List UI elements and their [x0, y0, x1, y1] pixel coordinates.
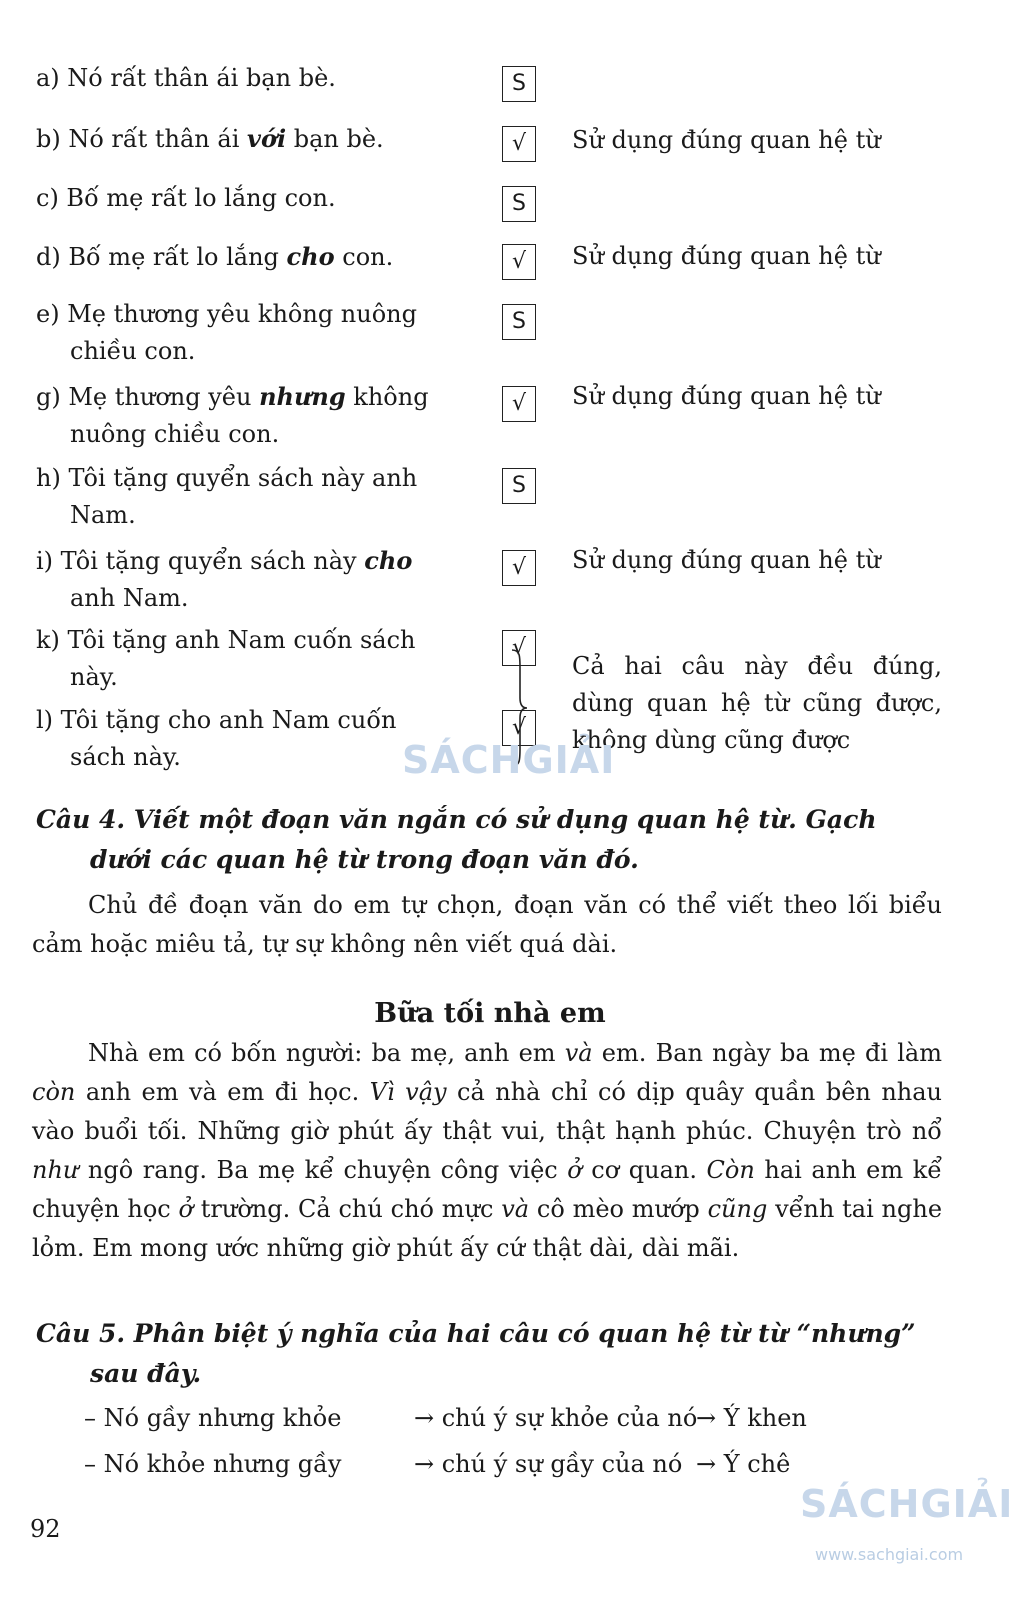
sentence-continuation: chiều con. [70, 337, 196, 365]
page-number: 92 [30, 1515, 61, 1543]
answer-focus: → chú ý sự gầy của nó [414, 1450, 683, 1478]
exercise-sentence [36, 180, 476, 217]
sentence-continuation: sách này. [70, 743, 181, 771]
answer-sentence: – Nó gầy nhưng khỏe [84, 1404, 342, 1432]
exercise-sentence [36, 542, 476, 617]
sentence-text: b) Nó rất thân ái với bạn bè. [36, 124, 384, 153]
answer-box: √ [502, 386, 536, 422]
sentence-text: a) Nó rất thân ái bạn bè. [36, 64, 336, 92]
answer-box: S [502, 468, 536, 504]
watermark-url: www.sachgiai.com [815, 1545, 964, 1564]
sentence-continuation: anh Nam. [70, 584, 189, 612]
relation-word: ở [567, 1156, 582, 1184]
exercise-sentence [36, 378, 476, 453]
sentence-text: e) Mẹ thương yêu không nuông [36, 300, 417, 328]
question-5-line: Câu 5. Phân biệt ý nghĩa của hai câu có quan hệ từ từ “nhưng” [36, 1319, 916, 1348]
answer-box: S [502, 186, 536, 222]
sentence-text: d) Bố mẹ rất lo lắng cho con. [36, 242, 394, 271]
answer-line [84, 1446, 791, 1482]
answer-box: √ [502, 244, 536, 280]
answer-meaning: → Ý khen [696, 1404, 807, 1432]
sentence-continuation: nuông chiều con. [70, 420, 280, 448]
question-4-instruction: Chủ đề đoạn văn do em tự chọn, đoạn văn có thể viết theo lối biểu cảm hoặc miêu tả, tự sự không nên viết quá dài. [32, 891, 942, 958]
brace-note-line: không dùng cũng được [572, 726, 851, 754]
watermark-logo: SÁCHGIẢI [800, 1482, 1014, 1526]
relation-word: Còn [706, 1156, 755, 1184]
answer-box: √ [502, 550, 536, 586]
question-4-line: Câu 4. Viết một đoạn văn ngắn có sử dụng quan hệ từ. Gạch [36, 805, 877, 834]
essay-title: Bữa tối nhà em [374, 998, 606, 1029]
sentence-text: i) Tôi tặng quyển sách này cho [36, 546, 413, 575]
exercise-sentence [36, 60, 476, 97]
exercise-sentence [36, 120, 476, 158]
answer-focus: → chú ý sự khỏe của nó [414, 1404, 698, 1432]
relation-word: cho [364, 546, 413, 575]
answer-note: Sử dụng đúng quan hệ từ [572, 126, 881, 154]
relation-word: cũng [707, 1195, 768, 1223]
sentence-text: k) Tôi tặng anh Nam cuốn sách [36, 626, 416, 654]
relation-word: còn [32, 1078, 76, 1106]
answer-line [84, 1400, 807, 1436]
answer-note: Sử dụng đúng quan hệ từ [572, 546, 881, 574]
relation-word: với [247, 124, 287, 153]
relation-word: và [564, 1039, 593, 1067]
relation-word: nhưng [259, 382, 346, 411]
sentence-text: l) Tôi tặng cho anh Nam cuốn [36, 706, 397, 734]
relation-word: và [501, 1195, 530, 1223]
relation-word: như [32, 1156, 79, 1184]
exercise-sentence [36, 296, 476, 370]
watermark-logo: SÁCHGIẢI [402, 738, 616, 782]
question-5-heading [36, 1314, 941, 1394]
essay-paragraph: Nhà em có bốn người: ba mẹ, anh em và em. Ban ngày ba mẹ đi làm còn anh em và em đi học. Vì vậy cả nhà chỉ có dịp quây quần bên nhau vào buổi tối. Những giờ phút ấy thật vui, thật hạnh phúc. Chuyện trò nổ như ngô rang. Ba mẹ kể chuyện công việc ở cơ quan. Còn hai anh em kể chuyện học ở trường. Cả chú chó mực và cô mèo mướp cũng vểnh tai nghe lỏm. Em mong ước những giờ phút ấy cứ thật dài, dài mãi. [32, 1039, 943, 1262]
relation-word: cho [286, 242, 335, 271]
answer-note: Sử dụng đúng quan hệ từ [572, 382, 881, 410]
relation-word: ở [178, 1195, 193, 1223]
answer-box: √ [502, 630, 536, 666]
brace-note-line: Cả hai câu này đều đúng, [572, 652, 942, 680]
exercise-sentence [36, 238, 476, 276]
question-4-line: dưới các quan hệ từ trong đoạn văn đó. [90, 845, 639, 874]
question-5-line: sau đây. [90, 1359, 202, 1388]
sentence-text: h) Tôi tặng quyển sách này anh [36, 464, 418, 492]
relation-word: Vì vậy [369, 1078, 447, 1106]
sentence-continuation: Nam. [70, 501, 136, 529]
answer-box: S [502, 66, 536, 102]
answer-box: √ [502, 710, 536, 746]
exercise-sentence [36, 622, 476, 696]
answer-box: √ [502, 126, 536, 162]
sentence-continuation: này. [70, 663, 118, 691]
answer-note: Sử dụng đúng quan hệ từ [572, 242, 881, 270]
sentence-text: g) Mẹ thương yêu nhưng không [36, 382, 429, 411]
exercise-sentence [36, 460, 476, 534]
brace-note-line: dùng quan hệ từ cũng được, [572, 689, 942, 717]
answer-sentence: – Nó khỏe nhưng gầy [84, 1450, 342, 1478]
sentence-text: c) Bố mẹ rất lo lắng con. [36, 184, 336, 212]
brace-note [572, 648, 942, 759]
question-4-heading [36, 800, 941, 880]
answer-box: S [502, 304, 536, 340]
answer-meaning: → Ý chê [696, 1450, 791, 1478]
